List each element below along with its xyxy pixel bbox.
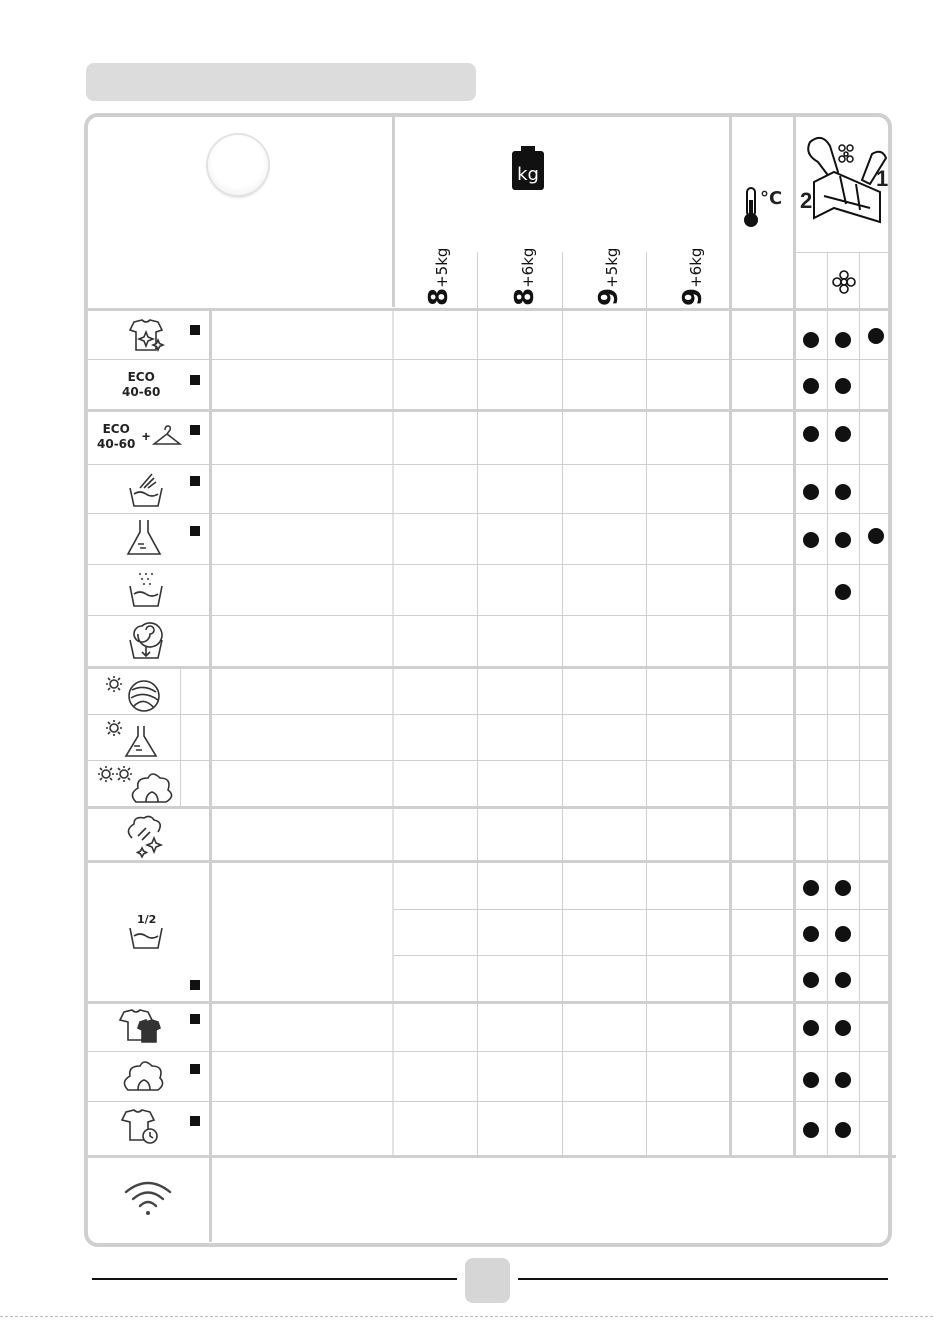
load-capacity-3: 9+5kg <box>594 247 624 306</box>
dot-prewash <box>803 484 819 500</box>
dot-prewash <box>803 426 819 442</box>
dot-softener <box>835 972 851 988</box>
dot-prewash <box>803 972 819 988</box>
footer-rule-right <box>518 1278 888 1280</box>
dot-prewash <box>803 926 819 942</box>
option-marker <box>190 375 200 385</box>
hand-wash-icon <box>126 470 166 515</box>
wool-dry-icon <box>104 674 164 719</box>
option-marker <box>190 526 200 536</box>
option-marker <box>190 325 200 335</box>
dot-softener <box>835 484 851 500</box>
dot-softener <box>835 378 851 394</box>
page-number-box <box>465 1258 510 1303</box>
program-table-frame <box>84 113 892 1247</box>
temperature-unit: °C <box>760 188 783 209</box>
dot-prewash <box>803 532 819 548</box>
load-capacity-1: 8+5kg <box>424 247 454 306</box>
cotton-dry-icon <box>96 764 176 811</box>
option-marker <box>190 980 200 990</box>
weight-icon <box>512 146 544 195</box>
dot-main-wash <box>868 328 884 344</box>
dot-softener <box>835 1122 851 1138</box>
dot-softener <box>835 880 851 896</box>
svg-text:kg: kg <box>517 164 539 185</box>
dot-prewash <box>803 880 819 896</box>
dot-softener <box>835 426 851 442</box>
page-edge <box>0 1316 933 1317</box>
dot-softener <box>835 584 851 600</box>
dot-prewash <box>803 1072 819 1088</box>
load-capacity-2: 8+6kg <box>510 247 540 306</box>
dot-prewash <box>803 332 819 348</box>
synthetic-dry-icon <box>104 718 164 763</box>
hanger-icon <box>152 424 182 453</box>
flask-icon <box>126 518 162 563</box>
wifi-icon <box>124 1180 172 1223</box>
rinse-icon <box>126 570 166 615</box>
dot-softener <box>835 1072 851 1088</box>
dot-main-wash <box>868 528 884 544</box>
dot-softener <box>835 1020 851 1036</box>
option-marker <box>190 1064 200 1074</box>
option-marker <box>190 425 200 435</box>
option-marker <box>190 476 200 486</box>
spin-drain-icon <box>126 620 166 667</box>
load-capacity-4: 9+6kg <box>678 247 708 306</box>
dark-shirt-icon <box>118 1008 162 1049</box>
dot-prewash <box>803 1122 819 1138</box>
cotton-icon <box>120 1058 164 1099</box>
section-title-bar <box>86 63 476 101</box>
eco-40-60-icon: ECO 40-60 <box>122 370 161 399</box>
dispenser-label-2: 2 <box>800 188 813 213</box>
steam-refresh-icon <box>124 814 168 863</box>
option-marker <box>190 1116 200 1126</box>
quick-shirt-icon <box>120 1108 164 1151</box>
dot-softener <box>835 926 851 942</box>
shirt-sparkle-icon <box>126 318 166 359</box>
option-marker <box>190 1014 200 1024</box>
dispenser-label-1: 1 <box>876 166 889 191</box>
dot-softener <box>835 332 851 348</box>
eco-40-60-hanger-icon: ECO 40-60 <box>97 422 136 451</box>
dot-prewash <box>803 1020 819 1036</box>
program-dial-icon <box>208 135 268 195</box>
dot-softener <box>835 532 851 548</box>
softener-flower-icon <box>832 270 856 299</box>
footer-rule-left <box>92 1278 457 1280</box>
half-load-label: 1/2 <box>137 913 157 926</box>
dot-prewash <box>803 378 819 394</box>
